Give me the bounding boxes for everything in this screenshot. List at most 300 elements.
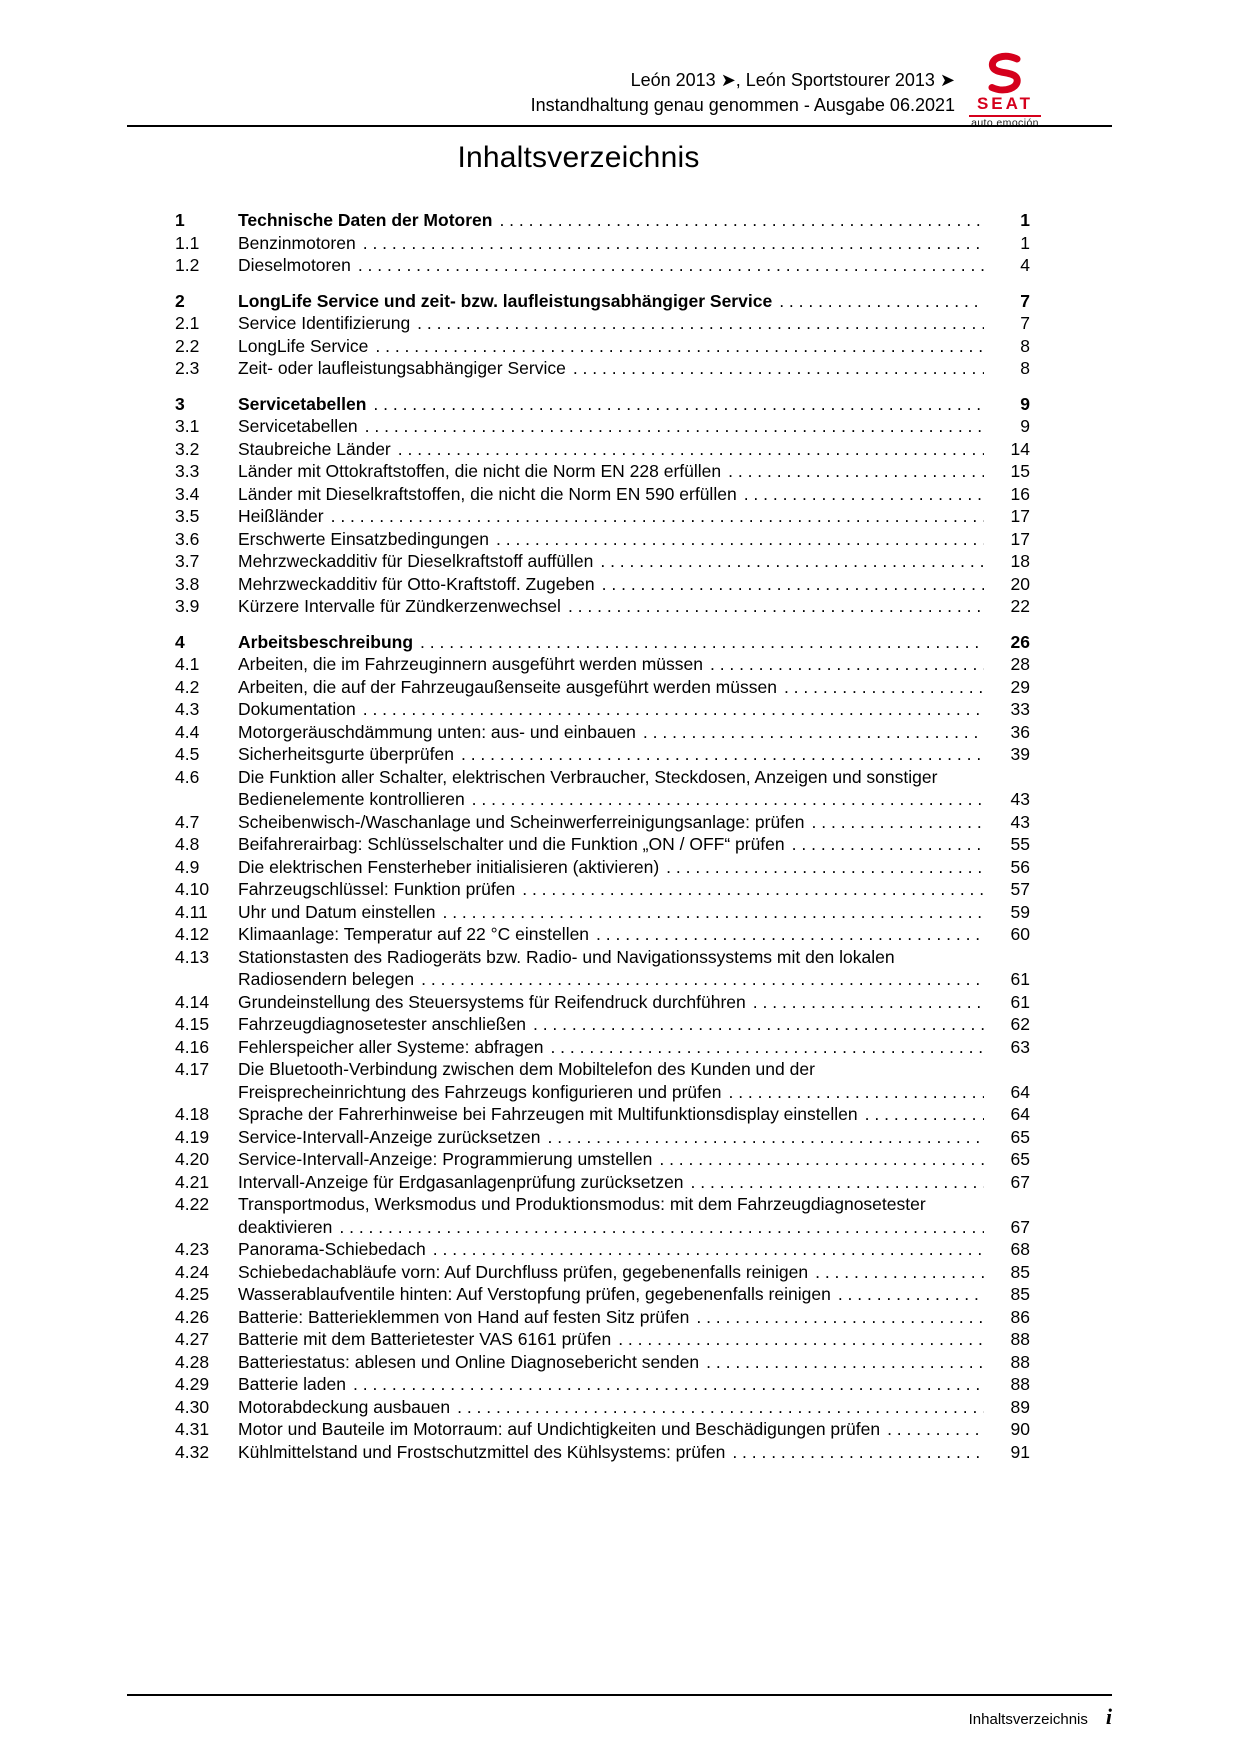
toc-entry-page: 88 [1010, 1329, 1030, 1349]
dot-leader [596, 923, 984, 946]
toc-entry-lastline [238, 878, 1030, 901]
toc-entry-page: 65 [1010, 1126, 1030, 1147]
toc-entry-number: 3.7 [175, 551, 200, 571]
toc-entry-body [238, 811, 1030, 834]
toc-entry-lastline [238, 1103, 1030, 1126]
toc-entry-lastline [238, 550, 1030, 573]
dot-leader [706, 1351, 984, 1374]
toc-entry-lastline [238, 968, 1030, 991]
toc-entry-page: 15 [1010, 461, 1030, 481]
toc-entry-number: 4.12 [175, 924, 210, 944]
toc-entry [175, 1148, 1030, 1171]
toc-entry-page: 8 [1020, 335, 1030, 356]
toc-entry [175, 1396, 1030, 1419]
toc-entry-number: 4.20 [175, 1149, 210, 1169]
toc-entry-page: 20 [1010, 573, 1030, 594]
dot-leader [618, 1328, 984, 1351]
dot-leader [744, 483, 984, 506]
toc-entry-body [238, 631, 1030, 654]
toc-entry-title: Servicetabellen [238, 416, 358, 436]
toc-entry-lastline [238, 1148, 1030, 1171]
toc-entry [175, 923, 1030, 946]
toc-entry [175, 1238, 1030, 1261]
toc-entry-number: 1.1 [175, 232, 200, 253]
toc-entry-number: 4.8 [175, 834, 200, 854]
toc-entry-page: 28 [1010, 654, 1030, 674]
toc-entry-page: 68 [1010, 1239, 1030, 1259]
toc-entry-title: Mehrzweckadditiv für Otto-Kraftstoff. Zugeben [238, 573, 595, 594]
toc-entry [175, 698, 1030, 721]
dot-leader [417, 312, 984, 335]
toc-entry-lastline [238, 1283, 1030, 1306]
toc-entry-title: Fahrzeugdiagnosetester anschließen [238, 1014, 526, 1034]
dot-leader [363, 232, 984, 255]
toc-entry-lastline [238, 415, 1030, 438]
toc-entry-body [238, 766, 1030, 811]
dot-leader [499, 209, 984, 232]
toc-entry-page: 22 [1010, 596, 1030, 616]
toc-entry-title: Kürzere Intervalle für Zündkerzenwechsel [238, 596, 561, 616]
toc-entry [175, 721, 1030, 744]
toc-entry-number: 4.15 [175, 1014, 210, 1034]
dot-leader [353, 1373, 984, 1396]
toc-entry-body [238, 357, 1030, 380]
toc-entry [175, 743, 1030, 766]
toc-entry [175, 290, 1030, 313]
toc-entry-number: 4.6 [175, 766, 200, 787]
toc-entry-body [238, 290, 1030, 313]
toc-entry-body [238, 901, 1030, 924]
toc-entry-body [238, 254, 1030, 277]
toc-entry-number: 3.6 [175, 528, 200, 549]
toc-entry-page: 39 [1010, 744, 1030, 764]
toc-entry-title: Stationstasten des Radiogeräts bzw. Radio- und Navigationssystems mit den lokalen [238, 946, 895, 967]
toc-entry-body [238, 528, 1030, 551]
toc-entry [175, 653, 1030, 676]
table-of-contents [175, 196, 1030, 1463]
dot-leader [728, 460, 984, 483]
toc-entry-lastline [238, 856, 1030, 879]
toc-entry-page: 59 [1010, 901, 1030, 922]
toc-entry [175, 1193, 1030, 1238]
toc-entry-title: Batterie laden [238, 1374, 346, 1394]
toc-entry-number: 4.2 [175, 676, 200, 697]
toc-entry-page: 26 [1010, 631, 1030, 652]
dot-leader [457, 1396, 984, 1419]
toc-entry-title: Zeit- oder laufleistungsabhängiger Service [238, 358, 566, 378]
toc-entry-title: LongLife Service [238, 335, 369, 356]
toc-entry-number: 3 [175, 393, 185, 414]
dot-leader [666, 856, 984, 879]
toc-entry-lastline [238, 923, 1030, 946]
toc-entry-number: 4.21 [175, 1171, 210, 1192]
toc-entry-number: 4.14 [175, 991, 210, 1012]
toc-entry-body [238, 1238, 1030, 1261]
toc-entry-body [238, 923, 1030, 946]
toc-entry-body [238, 335, 1030, 358]
toc-entry-lastline [238, 811, 1030, 834]
dot-leader [339, 1216, 984, 1239]
toc-entry-page: 4 [1020, 255, 1030, 275]
header-edition-line: Instandhaltung genau genommen - Ausgabe 06.2021 [530, 95, 955, 115]
toc-entry [175, 1126, 1030, 1149]
dot-leader [421, 968, 984, 991]
toc-entry-title: Motorgeräuschdämmung unten: aus- und einbauen [238, 721, 636, 742]
toc-entry-body [238, 595, 1030, 618]
seat-logo-tagline: auto emoción [971, 116, 1039, 129]
toc-entry-body [238, 878, 1030, 901]
toc-entry-body [238, 1441, 1030, 1464]
dot-leader [600, 550, 984, 573]
toc-entry-number: 3.4 [175, 483, 200, 504]
toc-entry [175, 550, 1030, 573]
toc-entry-page: 85 [1010, 1284, 1030, 1304]
toc-entry-page: 8 [1020, 358, 1030, 378]
toc-entry-number: 4.9 [175, 856, 200, 877]
toc-entry-title: Länder mit Ottokraftstoffen, die nicht die Norm EN 228 erfüllen [238, 461, 722, 481]
toc-entry-title: Arbeiten, die auf der Fahrzeugaußenseite ausgeführt werden müssen [238, 676, 777, 697]
toc-entry-title: Sprache der Fahrerhinweise bei Fahrzeugen mit Multifunktionsdisplay einstellen [238, 1104, 858, 1124]
toc-entry [175, 232, 1030, 255]
dot-leader [420, 631, 984, 654]
toc-entry-lastline [238, 788, 1030, 811]
toc-entry-page: 43 [1010, 789, 1030, 809]
toc-entry-page: 61 [1010, 991, 1030, 1012]
toc-entry-number: 3.8 [175, 573, 200, 594]
toc-entry [175, 573, 1030, 596]
dot-leader [533, 1013, 984, 1036]
toc-entry-page: 67 [1010, 1171, 1030, 1192]
toc-entry-lastline [238, 991, 1030, 1014]
toc-entry [175, 1328, 1030, 1351]
dot-leader [732, 1441, 984, 1464]
toc-entry-body [238, 1148, 1030, 1171]
toc-entry-title: Servicetabellen [238, 393, 367, 414]
toc-entry-page: 7 [1020, 290, 1030, 311]
toc-entry [175, 312, 1030, 335]
dot-leader [331, 505, 984, 528]
toc-entry [175, 1373, 1030, 1396]
toc-entry-lastline [238, 312, 1030, 335]
toc-entry-lastline [238, 393, 1030, 416]
toc-entry [175, 393, 1030, 416]
toc-entry-lastline [238, 1441, 1030, 1464]
dot-leader [728, 1081, 984, 1104]
toc-entry-lastline [238, 335, 1030, 358]
toc-entry-title: Heißländer [238, 506, 324, 526]
toc-entry [175, 1441, 1030, 1464]
toc-entry-title: Schiebedachabläufe vorn: Auf Durchfluss prüfen, gegebenenfalls reinigen [238, 1261, 809, 1282]
toc-entry-page: 85 [1010, 1261, 1030, 1282]
toc-entry [175, 460, 1030, 483]
toc-entry-lastline [238, 573, 1030, 596]
toc-entry-title: Freisprecheinrichtung des Fahrzeugs konfigurieren und prüfen [238, 1081, 722, 1102]
dot-leader [865, 1103, 984, 1126]
dot-leader [358, 254, 984, 277]
toc-entry-number: 3.2 [175, 438, 200, 459]
toc-entry-number: 4.19 [175, 1126, 210, 1147]
toc-entry-page: 63 [1010, 1036, 1030, 1057]
toc-entry-lastline [238, 1373, 1030, 1396]
toc-entry-number: 4 [175, 631, 185, 652]
toc-entry-lastline [238, 1351, 1030, 1374]
toc-entry-page: 17 [1010, 528, 1030, 549]
toc-entry [175, 1418, 1030, 1441]
dot-leader [433, 1238, 984, 1261]
toc-entry-body [238, 1373, 1030, 1396]
toc-entry-body [238, 1013, 1030, 1036]
toc-entry-page: 18 [1010, 551, 1030, 571]
toc-entry-lastline [238, 254, 1030, 277]
toc-entry-number: 4.25 [175, 1284, 210, 1304]
dot-leader [442, 901, 984, 924]
toc-entry [175, 1058, 1030, 1103]
toc-entry-title: Länder mit Dieselkraftstoffen, die nicht die Norm EN 590 erfüllen [238, 483, 737, 504]
toc-entry-number: 4.17 [175, 1059, 210, 1079]
toc-entry-title: Arbeiten, die im Fahrzeuginnern ausgeführt werden müssen [238, 654, 703, 674]
toc-entry-page: 1 [1020, 210, 1030, 230]
dot-leader [568, 595, 984, 618]
toc-entry-number: 4.27 [175, 1329, 210, 1349]
toc-entry [175, 676, 1030, 699]
toc-entry-body [238, 1396, 1030, 1419]
toc-entry [175, 357, 1030, 380]
toc-entry-lastline [238, 483, 1030, 506]
toc-entry-lastline [238, 232, 1030, 255]
toc-entry-title: Transportmodus, Werksmodus und Produktionsmodus: mit dem Fahrzeugdiagnosetester [238, 1194, 926, 1214]
toc-entry [175, 528, 1030, 551]
toc-entry-title: Batteriestatus: ablesen und Online Diagnosebericht senden [238, 1351, 700, 1372]
toc-entry-lastline [238, 1171, 1030, 1194]
dot-leader [887, 1418, 984, 1441]
footer-page-number: i [1105, 1704, 1112, 1729]
seat-logo [963, 52, 1047, 129]
toc-entry-lastline [238, 357, 1030, 380]
toc-entry [175, 856, 1030, 879]
toc-entry-number: 4.23 [175, 1239, 210, 1259]
header [531, 68, 955, 118]
toc-entry-page: 36 [1010, 721, 1030, 742]
toc-entry-title: Klimaanlage: Temperatur auf 22 °C einstellen [238, 924, 590, 944]
toc-entry-title: Intervall-Anzeige für Erdgasanlagenprüfung zurücksetzen [238, 1171, 684, 1192]
toc-entry-title: LongLife Service und zeit- bzw. laufleistungsabhängiger Service [238, 290, 773, 311]
toc-entry-page: 86 [1010, 1306, 1030, 1327]
toc-entry-number: 4.28 [175, 1351, 210, 1372]
toc-entry-number: 4.30 [175, 1396, 210, 1417]
dot-leader [643, 721, 984, 744]
toc-entry-lastline [238, 1081, 1030, 1104]
toc-entry-number: 1 [175, 210, 185, 230]
toc-entry [175, 1351, 1030, 1374]
toc-entry-body [238, 653, 1030, 676]
toc-entry-page: 62 [1010, 1014, 1030, 1034]
toc-entry [175, 901, 1030, 924]
dot-leader [363, 698, 984, 721]
toc-entry-lastline [238, 721, 1030, 744]
toc-entry-body [238, 483, 1030, 506]
toc-entry-body [238, 743, 1030, 766]
toc-entry-title: Staubreiche Länder [238, 438, 391, 459]
header-model-line: León 2013 ➤, León Sportstourer 2013 ➤ [630, 70, 955, 90]
toc-entry-title: Kühlmittelstand und Frostschutzmittel des Kühlsystems: prüfen [238, 1441, 726, 1462]
toc-entry-lastline [238, 1306, 1030, 1329]
toc-entry-number: 4.13 [175, 946, 210, 967]
toc-entry-number: 4.10 [175, 879, 210, 899]
dot-leader [461, 743, 984, 766]
toc-entry-lastline [238, 209, 1030, 232]
toc-entry-number: 4.22 [175, 1194, 210, 1214]
toc-entry-title: Beifahrerairbag: Schlüsselschalter und die Funktion „ON / OFF“ prüfen [238, 834, 785, 854]
dot-leader [522, 878, 984, 901]
toc-entry-body [238, 856, 1030, 879]
toc-entry [175, 335, 1030, 358]
toc-entry-title: Uhr und Datum einstellen [238, 901, 436, 922]
toc-entry [175, 1103, 1030, 1126]
toc-entry-lastline [238, 698, 1030, 721]
toc-entry-number: 2 [175, 290, 185, 311]
toc-entry-title: Erschwerte Einsatzbedingungen [238, 528, 489, 549]
dot-leader [710, 653, 984, 676]
toc-entry-lastline [238, 1036, 1030, 1059]
page-title: Inhaltsverzeichnis [457, 141, 700, 174]
toc-entry-lastline [238, 901, 1030, 924]
toc-entry [175, 811, 1030, 834]
toc-entry-body [238, 312, 1030, 335]
toc-entry-lastline [238, 438, 1030, 461]
toc-entry-page: 33 [1010, 699, 1030, 719]
toc-entry-title: Die Bluetooth-Verbindung zwischen dem Mobiltelefon des Kunden und der [238, 1059, 815, 1079]
toc-entry-number: 4.18 [175, 1104, 210, 1124]
toc-entry-body [238, 438, 1030, 461]
toc-entry [175, 505, 1030, 528]
footer-label: Inhaltsverzeichnis [968, 1711, 1088, 1728]
toc-entry-title: Motor und Bauteile im Motorraum: auf Undichtigkeiten und Beschädigungen prüfen [238, 1419, 881, 1439]
dot-leader [472, 788, 984, 811]
toc-entry-number: 4.16 [175, 1036, 210, 1057]
toc-entry [175, 766, 1030, 811]
toc-entry-page: 90 [1010, 1419, 1030, 1439]
dot-leader [696, 1306, 984, 1329]
toc-entry-title: Arbeitsbeschreibung [238, 631, 414, 652]
toc-entry-page: 64 [1010, 1104, 1030, 1124]
toc-entry-lastline [238, 743, 1030, 766]
toc-entry-title: Technische Daten der Motoren [238, 210, 493, 230]
toc-entry [175, 438, 1030, 461]
toc-entry-lastline [238, 505, 1030, 528]
toc-entry-page: 43 [1010, 811, 1030, 832]
toc-entry-number: 3.9 [175, 596, 200, 616]
toc-entry-page: 60 [1010, 924, 1030, 944]
toc-entry-page: 88 [1010, 1374, 1030, 1394]
toc-entry-body [238, 550, 1030, 573]
toc-entry-body [238, 698, 1030, 721]
toc-entry-body [238, 991, 1030, 1014]
toc-entry [175, 1171, 1030, 1194]
toc-entry-page: 55 [1010, 834, 1030, 854]
toc-entry [175, 1306, 1030, 1329]
toc-entry-lastline [238, 528, 1030, 551]
toc-entry-page: 89 [1010, 1396, 1030, 1417]
toc-entry-body [238, 1351, 1030, 1374]
toc-entry-page: 29 [1010, 676, 1030, 697]
toc-entry-title: Dieselmotoren [238, 255, 351, 275]
toc-entry-title: Motorabdeckung ausbauen [238, 1396, 451, 1417]
toc-entry-body [238, 1306, 1030, 1329]
toc-entry-lastline [238, 833, 1030, 856]
toc-entry-page: 7 [1020, 313, 1030, 333]
toc-entry [175, 1036, 1030, 1059]
dot-leader [375, 335, 984, 358]
toc-entry-number: 4.5 [175, 744, 200, 764]
toc-entry-number: 4.3 [175, 699, 200, 719]
toc-entry-lastline [238, 653, 1030, 676]
toc-entry-title: Service-Intervall-Anzeige zurücksetzen [238, 1126, 541, 1147]
footer-divider [127, 1694, 1112, 1696]
toc-entry-body [238, 1171, 1030, 1194]
toc-entry-number: 4.7 [175, 811, 200, 832]
toc-entry [175, 1013, 1030, 1036]
toc-entry-body [238, 573, 1030, 596]
toc-entry-title: Scheibenwisch-/Waschanlage und Scheinwerferreinigungsanlage: prüfen [238, 811, 805, 832]
toc-entry-body [238, 415, 1030, 438]
toc-entry-number: 4.26 [175, 1306, 210, 1327]
dot-leader [373, 393, 984, 416]
toc-entry-title: Service-Intervall-Anzeige: Programmierung umstellen [238, 1149, 653, 1169]
toc-entry-page: 57 [1010, 879, 1030, 899]
dot-leader [815, 1261, 984, 1284]
toc-entry-lastline [238, 1418, 1030, 1441]
toc-entry-number: 4.11 [175, 901, 208, 922]
dot-leader [550, 1036, 984, 1059]
footer [127, 1704, 1112, 1730]
toc-entry [175, 833, 1030, 856]
toc-entry [175, 209, 1030, 232]
toc-entry [175, 483, 1030, 506]
toc-entry [175, 254, 1030, 277]
toc-entry-body [238, 232, 1030, 255]
toc-entry-page: 64 [1010, 1081, 1030, 1102]
dot-leader [784, 676, 984, 699]
dot-leader [365, 415, 984, 438]
toc-entry-body [238, 1283, 1030, 1306]
toc-entry-body [238, 1328, 1030, 1351]
toc-entry-title: Dokumentation [238, 699, 356, 719]
seat-logo-wordmark: SEAT [976, 94, 1034, 113]
toc-entry-page: 65 [1010, 1149, 1030, 1169]
toc-entry-title: Mehrzweckadditiv für Dieselkraftstoff auffüllen [238, 551, 594, 571]
toc-entry-body [238, 676, 1030, 699]
toc-entry-page: 91 [1010, 1441, 1030, 1462]
toc-entry [175, 991, 1030, 1014]
toc-entry-lastline [238, 1013, 1030, 1036]
toc-entry-title: Benzinmotoren [238, 232, 356, 253]
seat-s-icon [982, 52, 1028, 94]
dot-leader [496, 528, 984, 551]
dot-leader [838, 1283, 984, 1306]
toc-entry-number: 3.5 [175, 506, 200, 526]
toc-entry-title: Grundeinstellung des Steuersystems für Reifendruck durchführen [238, 991, 746, 1012]
toc-entry-page: 9 [1020, 416, 1030, 436]
toc-entry-body [238, 1126, 1030, 1149]
toc-entry-body [238, 946, 1030, 991]
toc-entry-body [238, 1261, 1030, 1284]
toc-entry-page: 9 [1020, 393, 1030, 414]
toc-entry-body [238, 209, 1030, 232]
toc-entry-number: 4.31 [175, 1419, 210, 1439]
toc-entry-page: 16 [1010, 483, 1030, 504]
toc-entry [175, 415, 1030, 438]
toc-entry-number: 4.4 [175, 721, 200, 742]
